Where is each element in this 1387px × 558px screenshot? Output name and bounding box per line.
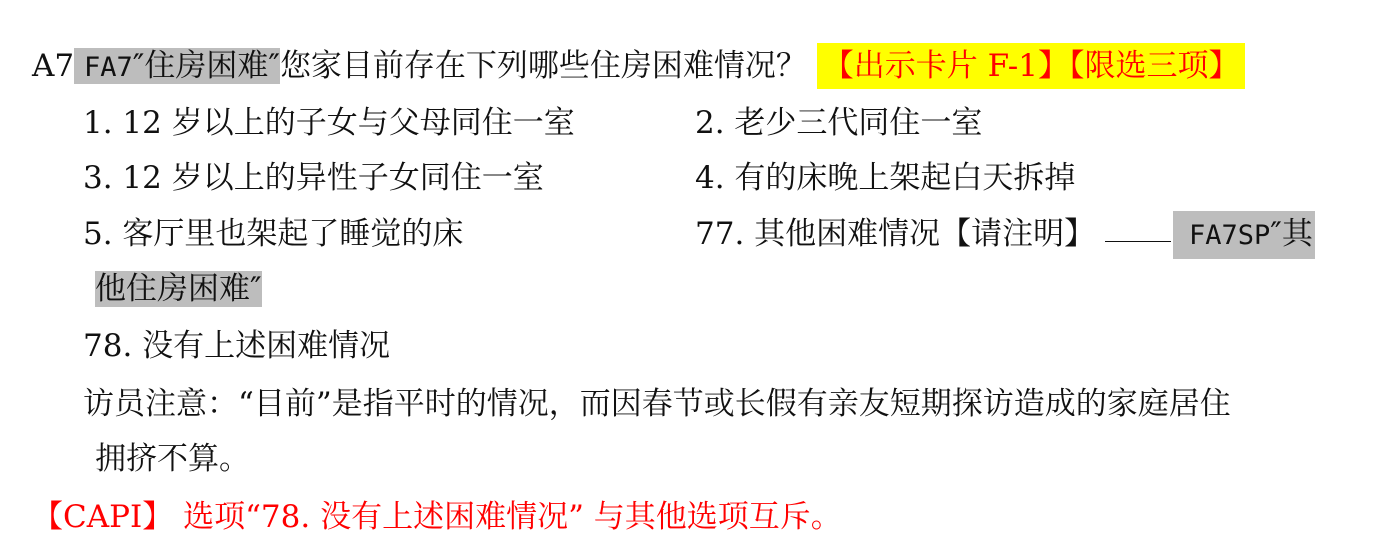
question-variable-label: ″住房困难″ — [132, 48, 280, 84]
capi-instruction — [32, 494, 842, 540]
capi-tag: 【CAPI】 — [32, 499, 174, 535]
question-variable-code: FA7 — [83, 52, 133, 83]
option-77 — [695, 211, 1315, 259]
option-1: 1. 12 岁以上的子女与父母同住一室 — [83, 105, 575, 141]
show-card-instruction: 【出示卡片 F-1】 — [822, 48, 1069, 84]
option-2: 2. 老少三代同住一室 — [695, 105, 983, 141]
option-3: 3. 12 岁以上的异性子女同住一室 — [83, 160, 544, 196]
option-77-variable-label-part1: ″其 — [1270, 216, 1313, 252]
capi-text: 选项“78. 没有上述困难情况” 与其他选项互斥。 — [173, 499, 842, 535]
question-text: 您家目前存在下列哪些住房困难情况？ — [279, 48, 807, 84]
option-77-variable-highlight — [1173, 211, 1315, 259]
option-77-continuation — [95, 266, 262, 312]
option-77-text: 77. 其他困难情况【请注明】 — [695, 216, 1096, 252]
option-4: 4. 有的床晚上架起白天拆掉 — [695, 160, 1076, 196]
interviewer-note-line1: 访员注意：“目前”是指平时的情况，而因春节或长假有亲友短期探访造成的家庭居住 — [83, 386, 1231, 422]
specify-blank — [1105, 211, 1171, 242]
question-variable-highlight — [74, 48, 280, 84]
option-77-variable-code: FA7SP — [1189, 220, 1271, 251]
instruction-highlight — [817, 43, 1246, 89]
option-77-variable-label-part2: 他住房困难″ — [95, 271, 262, 307]
option-5: 5. 客厅里也架起了睡觉的床 — [83, 216, 464, 252]
question-line — [32, 43, 1245, 91]
option-78: 78. 没有上述困难情况 — [83, 328, 391, 364]
limit-instruction: 【限选三项】 — [1068, 48, 1240, 84]
question-number: A7 — [32, 48, 75, 84]
interviewer-note-line2: 拥挤不算。 — [95, 441, 250, 477]
